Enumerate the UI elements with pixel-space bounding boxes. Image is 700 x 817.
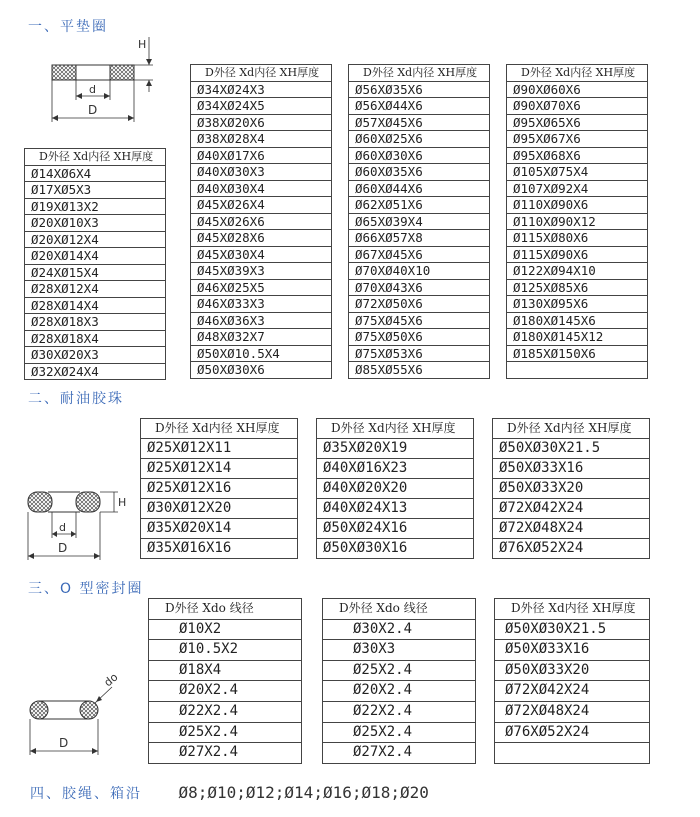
o-ring-diagram	[16, 665, 131, 760]
size-cell: Ø34XØ24X5	[191, 98, 332, 115]
size-cell: Ø32XØ24X4	[25, 363, 166, 380]
size-cell: Ø20X2.4	[149, 681, 302, 702]
size-cell: Ø20XØ14X4	[25, 248, 166, 265]
table-row	[191, 81, 332, 98]
table-row	[317, 519, 474, 539]
table-header: D外径 Xdo 线径	[149, 599, 302, 620]
size-cell: Ø72XØ42X24	[495, 681, 650, 702]
table-row	[25, 297, 166, 314]
section-title-o-ring: 三、O 型密封圈	[28, 581, 144, 597]
size-cell: Ø50XØ30X21.5	[495, 619, 650, 640]
size-cell: Ø50XØ24X16	[317, 519, 474, 539]
table-row	[495, 640, 650, 661]
size-cell: Ø10.5X2	[149, 640, 302, 661]
washer-table-1	[24, 148, 166, 380]
table-row	[493, 479, 650, 499]
table-row	[507, 114, 648, 131]
table-row	[191, 147, 332, 164]
size-cell: Ø50XØ10.5X4	[191, 345, 332, 362]
table-row	[507, 131, 648, 148]
table-row	[507, 362, 648, 379]
size-cell: Ø107XØ92X4	[507, 180, 648, 197]
table-row	[191, 279, 332, 296]
table-row	[493, 539, 650, 559]
table-row	[141, 499, 298, 519]
table-row	[507, 213, 648, 230]
table-header: D外径 Xd内径 XH厚度	[141, 419, 298, 439]
table-row	[349, 230, 490, 247]
size-cell: Ø46XØ25X5	[191, 279, 332, 296]
table-row	[349, 114, 490, 131]
table-row	[141, 519, 298, 539]
oil-bead-table-3	[492, 418, 650, 559]
size-cell: Ø30X3	[323, 640, 476, 661]
table-header: D外径 Xd内径 XH厚度	[495, 599, 650, 620]
rope-sizes: Ø8;Ø10;Ø12;Ø14;Ø16;Ø18;Ø20	[178, 783, 429, 802]
table-row	[323, 701, 476, 722]
table-row	[25, 281, 166, 298]
size-cell: Ø125XØ85X6	[507, 279, 648, 296]
size-cell: Ø35XØ20X19	[317, 439, 474, 459]
table-row	[323, 660, 476, 681]
table-row	[25, 182, 166, 199]
size-cell: Ø28XØ18X4	[25, 330, 166, 347]
size-cell	[495, 743, 650, 764]
size-cell: Ø25XØ12X11	[141, 439, 298, 459]
size-cell: Ø66XØ57X8	[349, 230, 490, 247]
o-ring-table-2	[322, 598, 476, 764]
size-cell: Ø22X2.4	[149, 701, 302, 722]
table-row	[317, 539, 474, 559]
table-row	[149, 681, 302, 702]
table-row	[507, 98, 648, 115]
size-cell: Ø75XØ50X6	[349, 329, 490, 346]
table-row	[141, 439, 298, 459]
table-row	[349, 180, 490, 197]
size-cell: Ø50XØ30X21.5	[493, 439, 650, 459]
table-row	[25, 165, 166, 182]
size-cell: Ø72XØ50X6	[349, 296, 490, 313]
size-cell: Ø50XØ33X16	[493, 459, 650, 479]
table-row	[349, 345, 490, 362]
size-cell: Ø115XØ80X6	[507, 230, 648, 247]
size-cell: Ø62XØ51X6	[349, 197, 490, 214]
size-cell: Ø72XØ48X24	[493, 519, 650, 539]
section-title-oil-bead: 二、耐油胶珠	[28, 391, 124, 407]
table-row	[493, 459, 650, 479]
size-cell: Ø27X2.4	[149, 743, 302, 764]
table-row	[25, 215, 166, 232]
table-row	[507, 279, 648, 296]
table-row	[149, 660, 302, 681]
table-row	[149, 701, 302, 722]
table-row	[191, 329, 332, 346]
table-row	[191, 296, 332, 313]
table-row	[495, 681, 650, 702]
oil-bead-table-1	[140, 418, 298, 559]
size-cell: Ø20XØ12X4	[25, 231, 166, 248]
table-row	[349, 147, 490, 164]
size-cell: Ø10X2	[149, 619, 302, 640]
size-cell: Ø40XØ30X3	[191, 164, 332, 181]
size-cell: Ø45XØ28X6	[191, 230, 332, 247]
size-cell: Ø95XØ65X6	[507, 114, 648, 131]
section-title-rope: 四、胶绳、箱沿	[30, 786, 142, 802]
table-row	[25, 231, 166, 248]
size-cell: Ø28XØ14X4	[25, 297, 166, 314]
washer-table-2	[190, 64, 332, 379]
size-cell: Ø20XØ10X3	[25, 215, 166, 232]
table-row	[149, 743, 302, 764]
size-cell: Ø105XØ75X4	[507, 164, 648, 181]
size-cell: Ø40XØ20X20	[317, 479, 474, 499]
size-cell: Ø40XØ17X6	[191, 147, 332, 164]
table-row	[191, 98, 332, 115]
table-row	[25, 363, 166, 380]
size-cell: Ø65XØ39X4	[349, 213, 490, 230]
table-row	[507, 345, 648, 362]
table-row	[191, 164, 332, 181]
size-cell: Ø67XØ45X6	[349, 246, 490, 263]
washer-label-D: D	[88, 103, 98, 117]
section-title-washer: 一、平垫圈	[28, 19, 108, 35]
size-cell: Ø20X2.4	[323, 681, 476, 702]
size-cell: Ø90XØ60X6	[507, 81, 648, 98]
size-cell: Ø95XØ68X6	[507, 147, 648, 164]
size-cell: Ø75XØ53X6	[349, 345, 490, 362]
table-row	[191, 312, 332, 329]
size-cell: Ø76XØ52X24	[493, 539, 650, 559]
table-row	[25, 264, 166, 281]
table-row	[25, 330, 166, 347]
size-cell: Ø25XØ12X14	[141, 459, 298, 479]
size-cell: Ø48XØ32X7	[191, 329, 332, 346]
size-cell: Ø90XØ70X6	[507, 98, 648, 115]
table-row	[507, 147, 648, 164]
table-row	[25, 198, 166, 215]
size-cell: Ø50XØ30X6	[191, 362, 332, 379]
table-row	[507, 263, 648, 280]
size-cell: Ø70XØ40X10	[349, 263, 490, 280]
size-cell	[507, 362, 648, 379]
table-header: D外径 Xd内径 XH厚度	[349, 65, 490, 82]
size-cell: Ø110XØ90X6	[507, 197, 648, 214]
table-row	[349, 296, 490, 313]
table-row	[507, 164, 648, 181]
table-row	[191, 213, 332, 230]
table-row	[493, 499, 650, 519]
size-cell: Ø95XØ67X6	[507, 131, 648, 148]
size-cell: Ø75XØ45X6	[349, 312, 490, 329]
table-row	[149, 722, 302, 743]
size-cell: Ø110XØ90X12	[507, 213, 648, 230]
size-cell: Ø28XØ18X3	[25, 314, 166, 331]
table-row	[141, 539, 298, 559]
table-row	[191, 263, 332, 280]
size-cell: Ø35XØ20X14	[141, 519, 298, 539]
size-cell: Ø76XØ52X24	[495, 722, 650, 743]
size-cell: Ø45XØ39X3	[191, 263, 332, 280]
size-cell: Ø57XØ45X6	[349, 114, 490, 131]
table-row	[191, 180, 332, 197]
bead-label-D: D	[58, 541, 68, 555]
table-row	[349, 164, 490, 181]
table-row	[349, 131, 490, 148]
size-cell: Ø122XØ94X10	[507, 263, 648, 280]
size-cell: Ø24XØ15X4	[25, 264, 166, 281]
size-cell: Ø56XØ44X6	[349, 98, 490, 115]
table-header: D外径 Xd内径 XH厚度	[493, 419, 650, 439]
table-row	[495, 619, 650, 640]
table-row	[191, 114, 332, 131]
table-row	[317, 499, 474, 519]
table-row	[25, 347, 166, 364]
table-header: D外径 Xd内径 XH厚度	[25, 149, 166, 166]
size-cell: Ø35XØ16X16	[141, 539, 298, 559]
table-row	[349, 197, 490, 214]
table-row	[323, 722, 476, 743]
table-row	[349, 329, 490, 346]
table-row	[349, 246, 490, 263]
size-cell: Ø60XØ30X6	[349, 147, 490, 164]
table-row	[349, 312, 490, 329]
size-cell: Ø30X2.4	[323, 619, 476, 640]
table-row	[495, 701, 650, 722]
table-header: D外径 Xdo 线径	[323, 599, 476, 620]
size-cell: Ø50XØ33X16	[495, 640, 650, 661]
table-row	[507, 81, 648, 98]
size-cell: Ø40XØ16X23	[317, 459, 474, 479]
size-cell: Ø72XØ48X24	[495, 701, 650, 722]
table-row	[141, 459, 298, 479]
size-cell: Ø25X2.4	[323, 660, 476, 681]
table-row	[507, 296, 648, 313]
size-cell: Ø28XØ12X4	[25, 281, 166, 298]
size-cell: Ø25X2.4	[323, 722, 476, 743]
table-row	[317, 439, 474, 459]
o-ring-table-1	[148, 598, 302, 764]
table-row	[323, 619, 476, 640]
table-row	[349, 81, 490, 98]
size-cell: Ø46XØ36X3	[191, 312, 332, 329]
size-cell: Ø27X2.4	[323, 743, 476, 764]
table-row	[25, 248, 166, 265]
table-row	[507, 180, 648, 197]
size-cell: Ø40XØ24X13	[317, 499, 474, 519]
table-row	[495, 660, 650, 681]
size-cell: Ø34XØ24X3	[191, 81, 332, 98]
table-row	[507, 197, 648, 214]
table-row	[349, 279, 490, 296]
size-cell: Ø17XØ5X3	[25, 182, 166, 199]
table-row	[317, 459, 474, 479]
table-row	[349, 213, 490, 230]
size-cell: Ø18X4	[149, 660, 302, 681]
size-cell: Ø38XØ28X4	[191, 131, 332, 148]
size-cell: Ø40XØ30X4	[191, 180, 332, 197]
size-cell: Ø50XØ33X20	[495, 660, 650, 681]
oil-bead-table-2	[316, 418, 474, 559]
table-row	[493, 439, 650, 459]
size-cell: Ø45XØ26X4	[191, 197, 332, 214]
size-cell: Ø60XØ25X6	[349, 131, 490, 148]
size-cell: Ø38XØ20X6	[191, 114, 332, 131]
table-row	[317, 479, 474, 499]
size-cell: Ø14XØ6X4	[25, 165, 166, 182]
oring-label-do: do	[101, 670, 121, 690]
size-cell: Ø25X2.4	[149, 722, 302, 743]
size-cell: Ø180XØ145X12	[507, 329, 648, 346]
size-cell: Ø60XØ35X6	[349, 164, 490, 181]
table-row	[191, 230, 332, 247]
table-row	[507, 329, 648, 346]
size-cell: Ø46XØ33X3	[191, 296, 332, 313]
bead-label-d: d	[59, 521, 66, 534]
o-ring-table-3	[494, 598, 650, 764]
size-cell: Ø25XØ12X16	[141, 479, 298, 499]
size-cell: Ø50XØ33X20	[493, 479, 650, 499]
table-row	[507, 312, 648, 329]
size-cell: Ø115XØ90X6	[507, 246, 648, 263]
oil-bead-diagram	[18, 470, 128, 565]
table-row	[149, 619, 302, 640]
size-cell: Ø22X2.4	[323, 701, 476, 722]
rope-section	[30, 783, 429, 803]
size-cell: Ø70XØ43X6	[349, 279, 490, 296]
size-cell: Ø180XØ145X6	[507, 312, 648, 329]
table-row	[191, 362, 332, 379]
size-cell: Ø30XØ20X3	[25, 347, 166, 364]
table-row	[323, 743, 476, 764]
table-header: D外径 Xd内径 XH厚度	[507, 65, 648, 82]
oring-label-D: D	[59, 736, 69, 750]
washer-table-3	[348, 64, 490, 379]
table-row	[495, 743, 650, 764]
size-cell: Ø72XØ42X24	[493, 499, 650, 519]
size-cell: Ø19XØ13X2	[25, 198, 166, 215]
table-row	[323, 681, 476, 702]
table-row	[149, 640, 302, 661]
size-cell: Ø45XØ26X6	[191, 213, 332, 230]
table-row	[191, 131, 332, 148]
table-row	[349, 362, 490, 379]
table-row	[25, 314, 166, 331]
table-row	[141, 479, 298, 499]
table-row	[495, 722, 650, 743]
table-row	[493, 519, 650, 539]
size-cell: Ø60XØ44X6	[349, 180, 490, 197]
table-row	[349, 263, 490, 280]
table-row	[349, 98, 490, 115]
size-cell: Ø50XØ30X16	[317, 539, 474, 559]
size-cell: Ø56XØ35X6	[349, 81, 490, 98]
washer-diagram	[38, 32, 168, 127]
table-row	[191, 246, 332, 263]
washer-label-h: H	[138, 38, 147, 51]
bead-label-h: H	[118, 496, 127, 509]
washer-label-d: d	[89, 83, 96, 96]
size-cell: Ø30XØ12X20	[141, 499, 298, 519]
table-row	[507, 246, 648, 263]
size-cell: Ø130XØ95X6	[507, 296, 648, 313]
table-header: D外径 Xd内径 XH厚度	[317, 419, 474, 439]
size-cell: Ø85XØ55X6	[349, 362, 490, 379]
table-header: D外径 Xd内径 XH厚度	[191, 65, 332, 82]
table-row	[191, 345, 332, 362]
washer-table-4	[506, 64, 648, 379]
table-row	[507, 230, 648, 247]
size-cell: Ø45XØ30X4	[191, 246, 332, 263]
table-row	[323, 640, 476, 661]
size-cell: Ø185XØ150X6	[507, 345, 648, 362]
table-row	[191, 197, 332, 214]
